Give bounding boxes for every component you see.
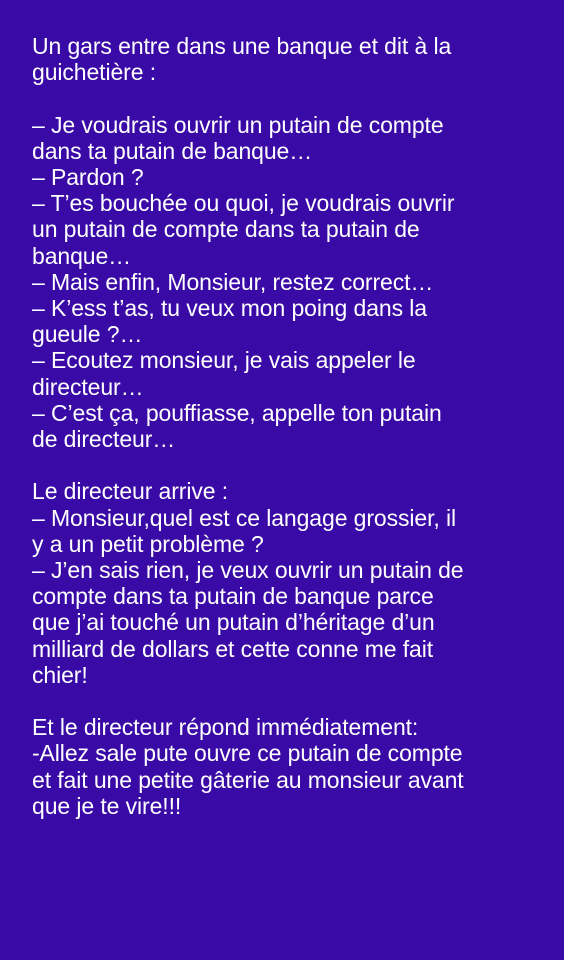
text-line: Un gars entre dans une banque et dit à la bbox=[32, 33, 452, 59]
text-line: directeur… bbox=[32, 373, 144, 400]
text-line: – Mais enfin, Monsieur, restez correct… bbox=[32, 268, 434, 295]
text-line: y a un petit problème ? bbox=[32, 530, 264, 557]
text-line: – J’en sais rien, je veux ouvrir un putain de bbox=[32, 557, 464, 584]
text-line: que je te vire!!! bbox=[32, 792, 182, 819]
text-line: – C’est ça, pouffiasse, appelle ton putain bbox=[32, 399, 442, 426]
text-line: de directeur… bbox=[32, 426, 176, 453]
text-line: et fait une petite gâterie au monsieur avant bbox=[32, 766, 464, 793]
text-line: -Allez sale pute ouvre ce putain de compte bbox=[32, 740, 463, 767]
text-line: – Je voudrais ouvrir un putain de compte bbox=[32, 111, 444, 138]
text-line: – Monsieur,quel est ce langage grossier, il bbox=[32, 504, 457, 531]
text-line: dans ta putain de banque… bbox=[32, 137, 313, 164]
paragraph-gap bbox=[32, 688, 542, 714]
text-line: que j’ai touché un putain d’héritage d’un bbox=[32, 609, 435, 636]
text-line: compte dans ta putain de banque parce bbox=[32, 583, 434, 610]
text-line: Le directeur arrive : bbox=[32, 478, 229, 505]
text-line: un putain de compte dans ta putain de bbox=[32, 216, 420, 243]
text-line: Et le directeur répond immédiatement: bbox=[32, 714, 419, 741]
text-line: milliard de dollars et cette conne me fait bbox=[32, 635, 434, 662]
text-line: chier! bbox=[32, 661, 88, 688]
text-line: banque… bbox=[32, 242, 132, 269]
paragraph-gap bbox=[32, 85, 542, 111]
text-line: – K’ess t’as, tu veux mon poing dans la bbox=[32, 295, 427, 322]
text-line: – Ecoutez monsieur, je vais appeler le bbox=[32, 347, 416, 374]
joke-text bbox=[32, 33, 542, 819]
text-line: – T’es bouchée ou quoi, je voudrais ouvrir bbox=[32, 190, 455, 217]
text-line: gueule ?… bbox=[32, 321, 143, 348]
text-line: – Pardon ? bbox=[32, 164, 144, 190]
text-line: guichetière : bbox=[32, 59, 156, 86]
paragraph-gap bbox=[32, 452, 542, 478]
